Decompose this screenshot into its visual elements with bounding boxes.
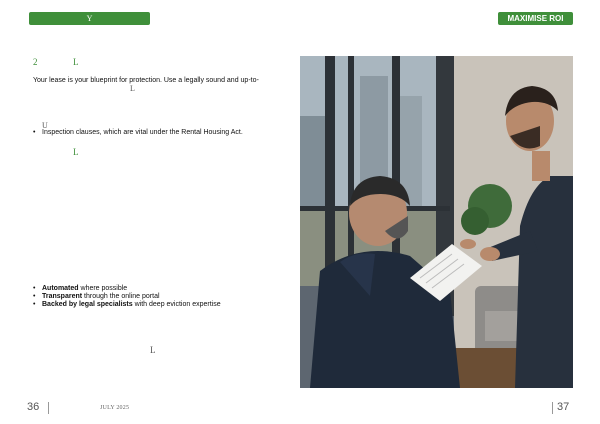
footer-divider xyxy=(552,402,553,414)
bullet-item xyxy=(33,129,243,136)
footer-divider xyxy=(48,402,49,414)
stray-glyph: L xyxy=(150,345,156,355)
feature-list xyxy=(33,285,221,309)
feature-bold: Backed by legal specialists xyxy=(42,301,133,308)
bullet-dot-icon: • xyxy=(33,129,36,136)
feature-bold: Automated xyxy=(42,285,79,292)
feature-rest: where possible xyxy=(78,285,128,292)
bullet-dot-icon: • xyxy=(33,293,36,300)
section-number: 2 xyxy=(33,57,38,67)
feature-rest: with deep eviction expertise xyxy=(132,301,221,308)
stray-glyph: L xyxy=(73,147,79,157)
body-paragraph: Your lease is your blueprint for protection. Use a legally sound and up-to- xyxy=(33,77,259,84)
bullet-dot-icon: • xyxy=(33,285,36,292)
list-item xyxy=(33,285,221,293)
feature-rest: through the online portal xyxy=(82,293,160,300)
list-item xyxy=(33,301,221,309)
header-pill-left: Y xyxy=(29,12,150,25)
bullet-text: Inspection clauses, which are vital under the Rental Housing Act. xyxy=(42,129,243,136)
header-pill-maximise-roi: MAXIMISE ROI xyxy=(498,12,573,25)
bullet-dot-icon: • xyxy=(33,301,36,308)
stray-glyph: U xyxy=(42,121,48,130)
feature-bold: Transparent xyxy=(42,293,83,300)
section-heading-letter: L xyxy=(73,57,79,67)
page-number-left: 36 xyxy=(27,401,40,413)
list-item xyxy=(33,293,221,301)
footer-date: JULY 2025 xyxy=(100,405,130,411)
stray-glyph: L xyxy=(130,84,135,93)
page-number-right: 37 xyxy=(557,401,570,413)
business-meeting-photo xyxy=(300,56,573,388)
